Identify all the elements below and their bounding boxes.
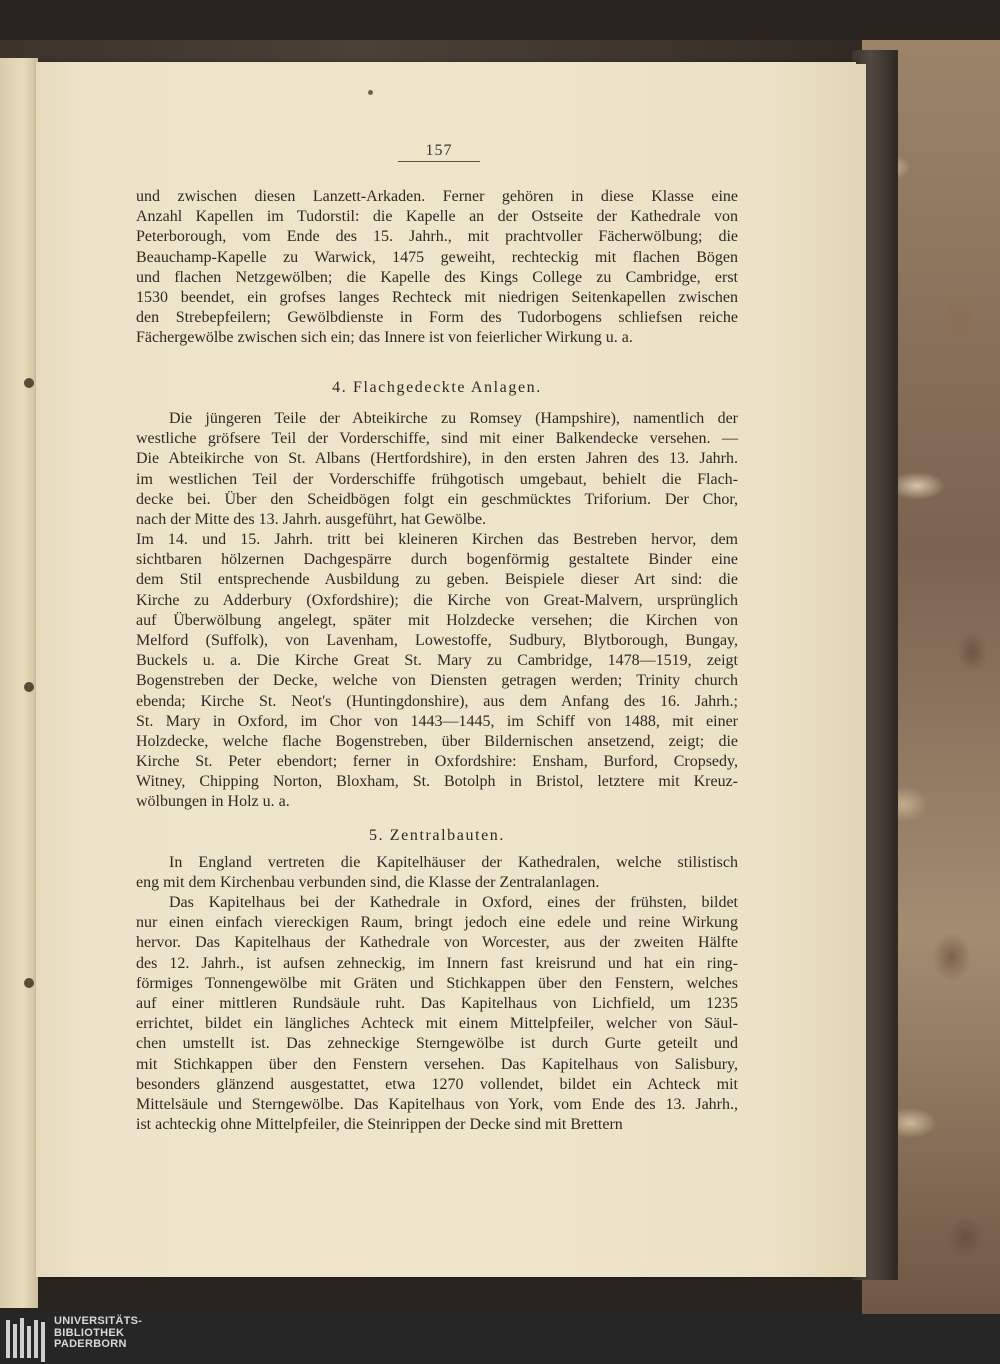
- text-line: Bogenstreben der Decke, welche von Diensten getragen werden; Trinity church: [136, 672, 738, 690]
- text-line: auf Überwölbung angelegt, später mit Holzdecke versehen; die Kirchen von: [136, 611, 738, 629]
- paragraph-flat-ceilings: [136, 409, 738, 530]
- paragraph-chapter-houses: [136, 893, 738, 1135]
- text-line: westliche gröfsere Teil der Vorderschiffe, sind mit einer Balkendecke versehen. —: [136, 430, 738, 448]
- library-name: [54, 1316, 254, 1351]
- text-line: Die Abteikirche von St. Albans (Hertfordshire), in den ersten Jahren des 13. Jahrh.: [136, 450, 738, 468]
- text-line: decke bei. Über den Scheidbögen folgt ein geschmücktes Triforium. Der Chor,: [136, 490, 738, 508]
- library-name-line3: PADERBORN: [54, 1338, 127, 1350]
- text-line: St. Mary in Oxford, im Chor von 1443—1445, im Schiff von 1488, mit einer: [136, 712, 738, 730]
- section-heading-5: 5. Zentralbauten.: [368, 827, 506, 844]
- ink-dot: [368, 90, 373, 95]
- binding-hole: [24, 682, 34, 692]
- text-line: Kirche St. Peter ebendort; ferner in Oxfordshire: Ensham, Burford, Cropsedy,: [136, 753, 738, 771]
- paragraph-tudor-chapels: [136, 187, 738, 349]
- library-name-line1: UNIVERSITÄTS-: [54, 1315, 143, 1327]
- text-line: Holzdecke, welche flache Bogenstreben, über Bildernischen ansetzend, zeigt; die: [136, 732, 738, 750]
- text-line: förmiges Tonnengewölbe mit Gräten und Stichkappen über den Fenstern, welches: [136, 974, 738, 992]
- text-line: des 12. Jahrh., ist aufsen zehneckig, im Innern fast kreisrund und hat ein ring-: [136, 954, 738, 972]
- text-line: ist achteckig ohne Mittelpfeiler, die Steinrippen der Decke sind mit Brettern: [136, 1116, 623, 1134]
- text-line: auf einer mittleren Rundsäule ruht. Das Kapitelhaus von Lichfield, um 1235: [136, 994, 738, 1012]
- section-heading-4: 4. Flachgedeckte Anlagen.: [332, 379, 542, 396]
- text-line: den Strebepfeilern; Gewölbdienste in Form des Tudorbogens schliefsen reiche: [136, 309, 738, 327]
- text-line: Anzahl Kapellen im Tudorstil: die Kapelle an der Ostseite der Kathedrale von: [136, 208, 738, 226]
- text-line: In England vertreten die Kapitelhäuser der Kathedralen, welche stilistisch: [169, 854, 738, 871]
- text-line: Peterborough, vom Ende des 15. Jahrh., mit prachtvoller Fächerwölbung; die: [136, 228, 738, 246]
- text-line: Melford (Suffolk), von Lavenham, Lowestoffe, Sudbury, Blytborough, Bungay,: [136, 631, 738, 649]
- text-line: Im 14. und 15. Jahrh. tritt bei kleineren Kirchen das Bestreben hervor, dem: [136, 531, 738, 548]
- text-line: und flachen Netzgewölben; die Kapelle des Kings College zu Cambridge, erst: [136, 268, 738, 286]
- text-line: nach der Mitte des 13. Jahrh. ausgeführt, hat Gewölbe.: [136, 510, 487, 528]
- text-line: und zwischen diesen Lanzett-Arkaden. Ferner gehören in diese Klasse eine: [136, 188, 738, 205]
- library-logo-icon: [4, 1316, 48, 1362]
- text-line: ebenda; Kirche St. Neot's (Huntingdonshire), aus dem Anfang des 16. Jahrh.;: [136, 692, 738, 710]
- text-line: Fächergewölbe zwischen sich ein; das Innere ist von feierlicher Wirkung u. a.: [136, 329, 633, 347]
- text-line: Die jüngeren Teile der Abteikirche zu Romsey (Hampshire), namentlich der: [169, 410, 738, 427]
- text-line: nur einen einfach viereckigen Raum, bringt jedoch eine edele und reine Wirkung: [136, 914, 738, 932]
- library-name-line2: BIBLIOTHEK: [54, 1326, 125, 1339]
- text-line: eng mit dem Kirchenbau verbunden sind, die Klasse der Zentralanlagen.: [136, 874, 600, 892]
- text-line: Kirche zu Adderbury (Oxfordshire); die Kirche von Great-Malvern, ursprünglich: [136, 591, 738, 609]
- text-line: hervor. Das Kapitelhaus der Kathedrale von Worcester, aus der zweiten Hälfte: [136, 934, 738, 952]
- text-line: Das Kapitelhaus bei der Kathedrale in Oxford, eines der frühsten, bildet: [169, 894, 738, 911]
- page-number: 157: [398, 142, 480, 162]
- binding-hole: [24, 378, 34, 388]
- paragraph-central-buildings-intro: [136, 853, 738, 893]
- text-line: errichtet, bildet ein längliches Achteck mit einem Mittelpfeiler, welcher von Säul-: [136, 1015, 738, 1033]
- paragraph-timber-roofs: [136, 530, 738, 813]
- text-line: wölbungen in Holz u. a.: [136, 793, 290, 811]
- text-line: besonders glänzend ausgestattet, etwa 1270 vollendet, bildet ein Achteck mit: [136, 1075, 738, 1093]
- text-line: Mittelsäule und Sterngewölbe. Das Kapitelhaus von York, vom Ende des 13. Jahrh.,: [136, 1095, 738, 1113]
- text-line: Witney, Chipping Norton, Bloxham, St. Botolph in Bristol, letztere mit Kreuz-: [136, 773, 738, 791]
- text-line: Buckels u. a. Die Kirche Great St. Mary zu Cambridge, 1478—1519, zeigt: [136, 652, 738, 670]
- text-line: Beauchamp-Kapelle zu Warwick, 1475 geweiht, rechteckig mit flachen Bögen: [136, 248, 738, 266]
- text-line: 1530 beendet, ein grofses langes Rechteck mit niedrigen Seitenkapellen zwischen: [136, 288, 738, 306]
- binding-hole: [24, 978, 34, 988]
- text-line: mit Stichkappen über den Fenstern versehen. Das Kapitelhaus von Salisbury,: [136, 1055, 738, 1073]
- page-stack-edge: [852, 64, 866, 1277]
- text-line: dem Stil entsprechende Ausbildung zu geben. Beispiele dieser Art sind: die: [136, 571, 738, 589]
- text-line: chen umstellt ist. Das zehneckige Sterngewölbe ist durch Gurte geteilt und: [136, 1035, 738, 1053]
- text-line: im westlichen Teil der Vorderschiffe frühgotisch umgebaut, behielt die Flach-: [136, 470, 738, 488]
- text-line: sichtbaren hölzernen Dachgespärre durch bogenförmig gestaltete Binder eine: [136, 551, 738, 569]
